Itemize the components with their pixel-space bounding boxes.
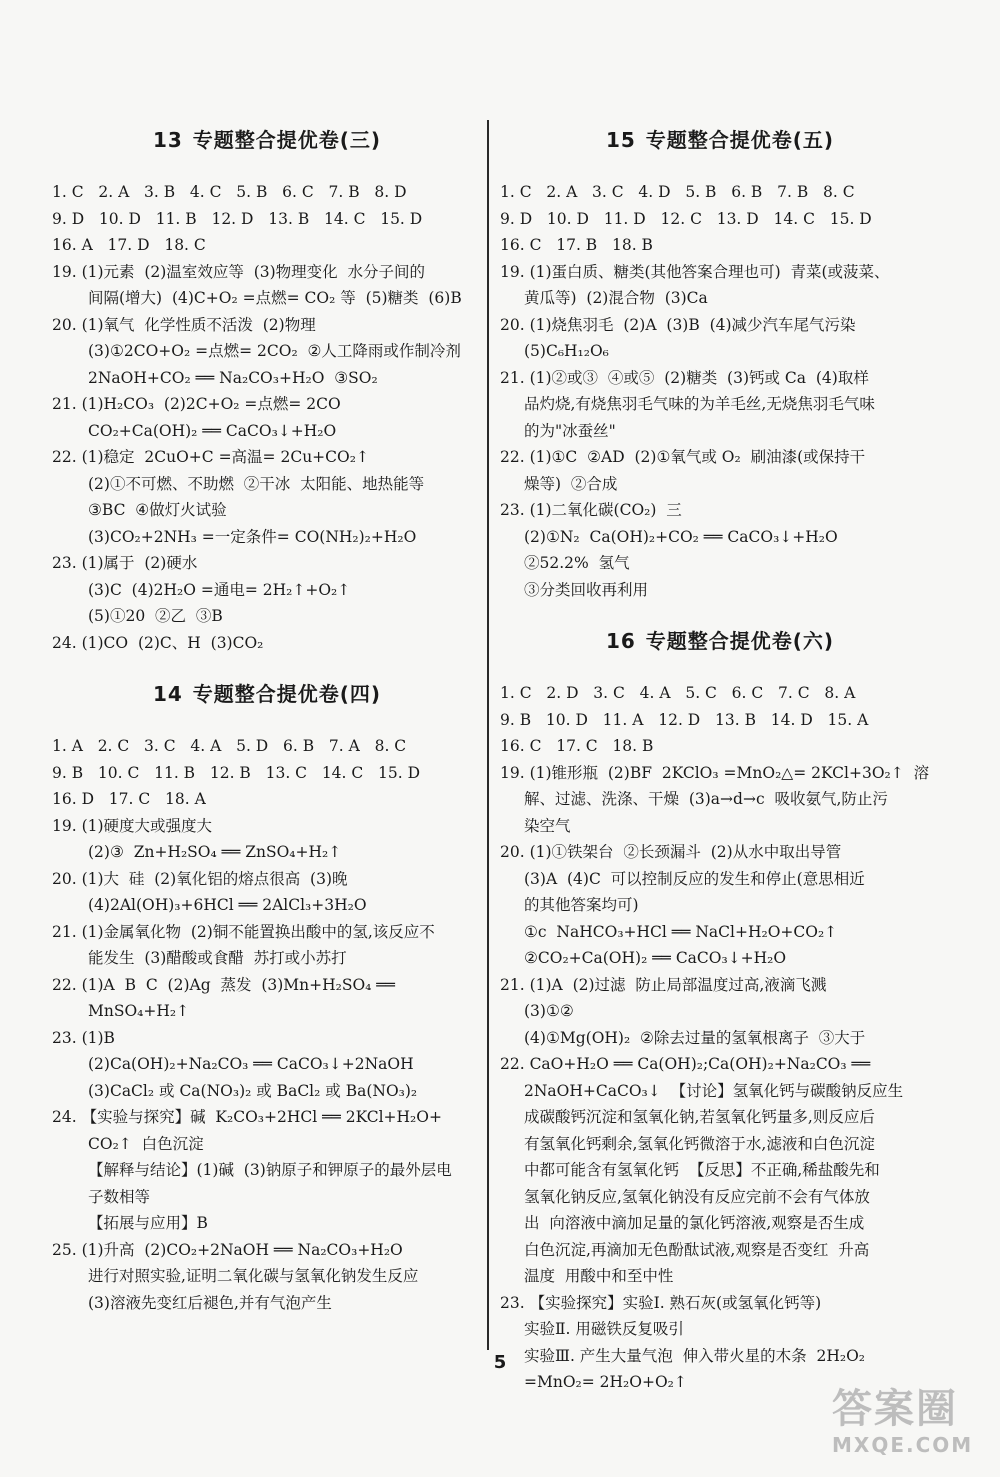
answer-line: 2NaOH+CaCO₃↓ 【讨论】氢氧化钙与碳酸钠反应生 — [524, 1081, 904, 1100]
answer-line: 16. A 17. D 18. C — [52, 236, 206, 254]
section-heading — [52, 678, 482, 707]
answer-line: 22. (1)①C ②AD (2)①氧气或 O₂ 刷油漆(或保持干 — [500, 448, 866, 466]
answer-line: (2)③ Zn+H₂SO₄ ══ ZnSO₄+H₂↑ — [88, 843, 342, 861]
answer-line: CO₂+Ca(OH)₂ ══ CaCO₃↓+H₂O — [88, 421, 337, 440]
answer-line: (2)①N₂ Ca(OH)₂+CO₂ ══ CaCO₃↓+H₂O — [524, 527, 838, 546]
answer-line: 【解释与结论】(1)碱 (3)钠原子和钾原子的最外层电 — [88, 1161, 452, 1179]
answer-line: ②52.2% 氢气 — [524, 554, 630, 572]
watermark-logo — [832, 1385, 982, 1465]
answer-line: MnSO₄+H₂↑ — [88, 1002, 190, 1020]
answer-line: 23. (1)属于 (2)硬水 — [52, 554, 198, 572]
answer-line: ②CO₂+Ca(OH)₂ ══ CaCO₃↓+H₂O — [524, 949, 787, 967]
answer-line: 25. (1)升高 (2)CO₂+2NaOH ══ Na₂CO₃+H₂O — [52, 1240, 403, 1259]
right-column — [500, 110, 940, 1418]
section-title: 专题整合提优卷(五) — [645, 128, 835, 152]
section-heading — [500, 625, 940, 654]
section-title: 专题整合提优卷(四) — [192, 682, 382, 706]
page-number: 5 — [493, 1352, 507, 1373]
section-title: 专题整合提优卷(三) — [192, 128, 382, 152]
answer-line: 1. C 2. A 3. B 4. C 5. B 6. C 7. B 8. D — [52, 183, 407, 201]
answer-line: ③分类回收再利用 — [524, 580, 649, 599]
answer-line: (3)CO₂+2NH₃ =一定条件= CO(NH₂)₂+H₂O — [88, 527, 417, 546]
answer-line: 有氢氧化钙剩余,氢氧化钙微溶于水,滤液和白色沉淀 — [524, 1134, 875, 1153]
section-number: 13 — [152, 128, 183, 152]
section-number: 14 — [152, 682, 183, 706]
answer-line: 进行对照实验,证明二氧化碳与氢氧化钠发生反应 — [88, 1267, 419, 1285]
answer-line: (3)溶液先变红后褪色,并有气泡产生 — [88, 1293, 332, 1312]
answer-line: (3)C (4)2H₂O =通电= 2H₂↑+O₂↑ — [88, 580, 351, 599]
answer-line: (3)CaCl₂ 或 Ca(NO₃)₂ 或 BaCl₂ 或 Ba(NO₃)₂ — [88, 1081, 418, 1100]
answer-line: 22. (1)稳定 2CuO+C =高温= 2Cu+CO₂↑ — [52, 448, 369, 466]
answer-line: 24. (1)CO (2)C、H (3)CO₂ — [52, 633, 264, 652]
answer-line: 20. (1)氧气 化学性质不活泼 (2)物理 — [52, 315, 316, 334]
answer-line: (3)A (4)C 可以控制反应的发生和停止(意思相近 — [524, 869, 865, 888]
column-divider — [487, 120, 489, 1350]
answer-line: 21. (1)金属氧化物 (2)铜不能置换出酸中的氢,该反应不 — [52, 922, 435, 941]
answer-line: 成碳酸钙沉淀和氢氧化钠,若氢氧化钙量多,则反应后 — [524, 1108, 875, 1126]
answer-line: 中都可能含有氢氧化钙 【反思】不正确,稀盐酸先和 — [524, 1161, 880, 1179]
section-title: 专题整合提优卷(六) — [645, 629, 835, 653]
answer-line: 16. D 17. C 18. A — [52, 790, 206, 808]
answer-section — [52, 678, 482, 1316]
answer-line: CO₂↑ 白色沉淀 — [88, 1134, 204, 1153]
answer-line: =MnO₂= 2H₂O+O₂↑ — [524, 1373, 687, 1391]
watermark-sub: MXQE.COM — [832, 1433, 974, 1457]
answer-section — [500, 625, 940, 1396]
answer-line: 能发生 (3)醋酸或食醋 苏打或小苏打 — [88, 949, 347, 967]
answer-line: 染空气 — [524, 816, 571, 835]
answer-line: (5)①20 ②乙 ③B — [88, 607, 223, 625]
answer-line: 1. A 2. C 3. C 4. A 5. D 6. B 7. A 8. C — [52, 737, 407, 755]
answer-line: (4)2Al(OH)₃+6HCl ══ 2AlCl₃+3H₂O — [88, 896, 367, 914]
answer-line: 1. C 2. D 3. C 4. A 5. C 6. C 7. C 8. A — [500, 684, 856, 702]
answer-line: 实验Ⅱ. 用磁铁反复吸引 — [524, 1320, 684, 1338]
answer-line: 黄瓜等) (2)混合物 (3)Ca — [524, 289, 708, 307]
section-number: 16 — [605, 629, 636, 653]
answer-line: (2)Ca(OH)₂+Na₂CO₃ ══ CaCO₃↓+2NaOH — [88, 1055, 414, 1073]
answer-line: 实验Ⅲ. 产生大量气泡 伸入带火星的木条 2H₂O₂ — [524, 1346, 866, 1365]
answer-line: 9. B 10. D 11. A 12. D 13. B 14. D 15. A — [500, 710, 869, 729]
answer-line: 23. (1)B — [52, 1028, 115, 1047]
answer-line: (4)①Mg(OH)₂ ②除去过量的氢氧根离子 ③大于 — [524, 1028, 866, 1047]
answer-line: 2NaOH+CO₂ ══ Na₂CO₃+H₂O ③SO₂ — [88, 368, 378, 387]
answer-line: 燥等) ②合成 — [524, 474, 618, 493]
answer-line: 22. CaO+H₂O ══ Ca(OH)₂;Ca(OH)₂+Na₂CO₃ ══ — [500, 1055, 871, 1073]
answer-line: 的其他答案均可) — [524, 896, 639, 914]
answer-line: 16. C 17. C 18. B — [500, 737, 654, 755]
answer-line: 19. (1)蛋白质、糖类(其他答案合理也可) 青菜(或菠菜、 — [500, 262, 890, 281]
answer-line: 21. (1)②或③ ④或⑤ (2)糖类 (3)钙或 Ca (4)取样 — [500, 368, 869, 387]
answer-line: (3)①2CO+O₂ =点燃= 2CO₂ ②人工降雨或作制冷剂 — [88, 342, 461, 360]
answer-line: 23. 【实验探究】实验Ⅰ. 熟石灰(或氢氧化钙等) — [500, 1293, 822, 1312]
answer-line: 1. C 2. A 3. C 4. D 5. B 6. B 7. B 8. C — [500, 183, 855, 201]
answer-line: 9. B 10. C 11. B 12. B 13. C 14. C 15. D — [52, 763, 421, 782]
answer-line: 22. (1)A B C (2)Ag 蒸发 (3)Mn+H₂SO₄ ══ — [52, 975, 395, 994]
watermark-main: 答案圈 — [832, 1386, 958, 1432]
answer-line: 20. (1)①铁架台 ②长颈漏斗 (2)从水中取出导管 — [500, 843, 842, 861]
answer-line: 间隔(增大) (4)C+O₂ =点燃= CO₂ 等 (5)糖类 (6)B — [88, 289, 462, 307]
answer-line: (5)C₆H₁₂O₆ — [524, 342, 609, 360]
answer-line: 19. (1)锥形瓶 (2)BF 2KClO₃ =MnO₂△= 2KCl+3O₂↑ 溶 — [500, 763, 930, 782]
answer-line: 9. D 10. D 11. D 12. C 13. D 14. C 15. D — [500, 209, 872, 228]
answer-line: 温度 用酸中和至中性 — [524, 1267, 674, 1285]
answer-line: 21. (1)H₂CO₃ (2)2C+O₂ =点燃= 2CO — [52, 395, 341, 413]
answer-line: ③BC ④做灯火试验 — [88, 501, 227, 519]
answer-line: 24. 【实验与探究】碱 K₂CO₃+2HCl ══ 2KCl+H₂O+ — [52, 1108, 442, 1126]
left-column — [52, 110, 482, 1338]
answer-line: 【拓展与应用】B — [88, 1214, 208, 1232]
answer-line: 21. (1)A (2)过滤 防止局部温度过高,液滴飞溅 — [500, 975, 827, 994]
answer-line: (2)①不可燃、不助燃 ②干冰 太阳能、地热能等 — [88, 474, 425, 493]
section-heading — [52, 124, 482, 153]
answer-line: (3)①② — [524, 1002, 574, 1020]
section-heading — [500, 124, 940, 153]
answer-line: 氢氧化钠反应,氢氧化钠没有反应完前不会有气体放 — [524, 1187, 870, 1206]
answer-section — [500, 124, 940, 603]
answer-line: 9. D 10. D 11. B 12. D 13. B 14. C 15. D — [52, 209, 423, 228]
answer-line: 出 向溶液中滴加足量的氯化钙溶液,观察是否生成 — [524, 1214, 865, 1232]
answer-line: 16. C 17. B 18. B — [500, 236, 653, 254]
answer-line: 白色沉淀,再滴加无色酚酞试液,观察是否变红 升高 — [524, 1240, 870, 1259]
answer-line: 20. (1)大 硅 (2)氧化铝的熔点很高 (3)晚 — [52, 869, 348, 888]
answer-line: 19. (1)元素 (2)温室效应等 (3)物理变化 水分子间的 — [52, 262, 426, 281]
answer-line: ①c NaHCO₃+HCl ══ NaCl+H₂O+CO₂↑ — [524, 922, 838, 941]
answer-line: 品灼烧,有烧焦羽毛气味的为羊毛丝,无烧焦羽毛气味 — [524, 395, 875, 413]
section-number: 15 — [605, 128, 636, 152]
answer-line: 19. (1)硬度大或强度大 — [52, 816, 213, 835]
answer-section — [52, 124, 482, 656]
answer-line: 20. (1)烧焦羽毛 (2)A (3)B (4)减少汽车尾气污染 — [500, 315, 856, 334]
answer-line: 23. (1)二氧化碳(CO₂) 三 — [500, 501, 682, 519]
answer-line: 子数相等 — [88, 1187, 151, 1206]
answer-line: 的为"冰蚕丝" — [524, 421, 616, 440]
answer-line: 解、过滤、洗涤、干燥 (3)a→d→c 吸收氨气,防止污 — [524, 790, 888, 808]
